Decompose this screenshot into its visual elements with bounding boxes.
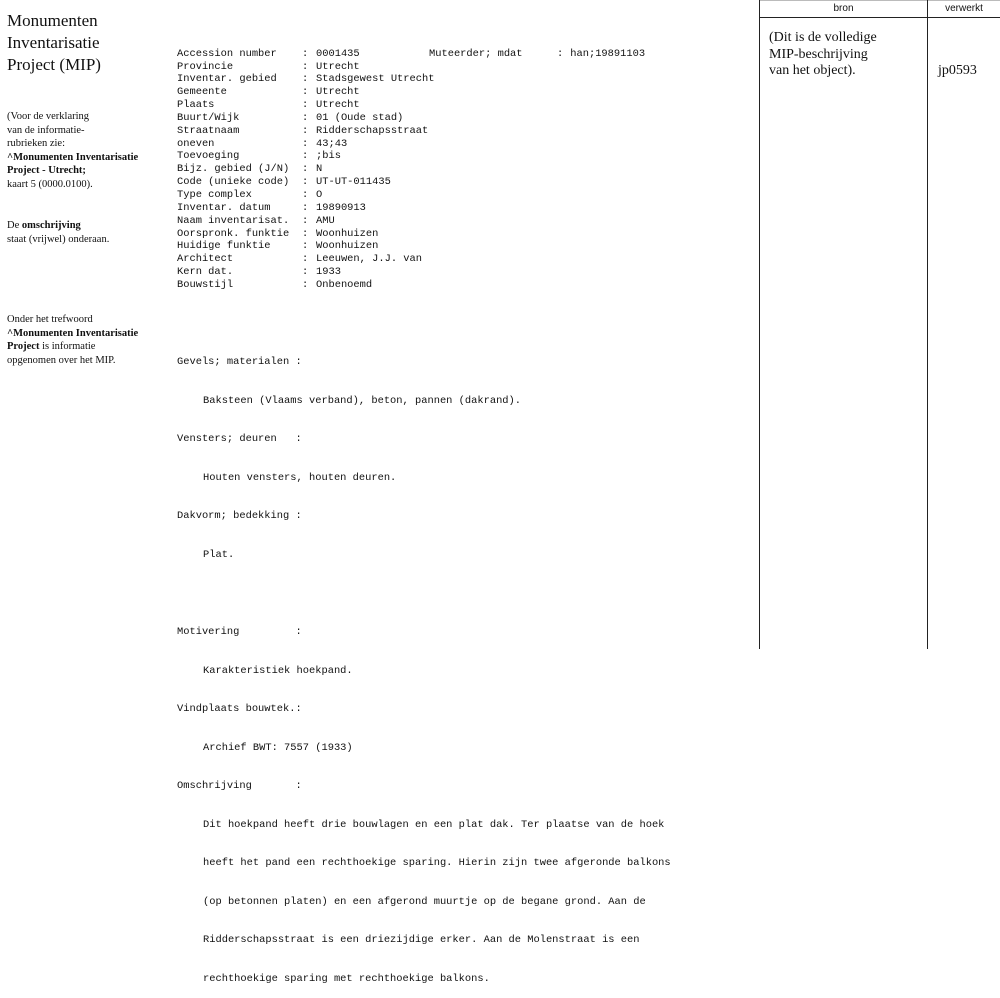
vindplaats-label: Vindplaats bouwtek.: [177,703,302,716]
note-keyword: ^Monumenten Inventarisatie [7,327,139,339]
bron-text [769,30,919,80]
field-row [177,228,742,241]
field-value: Leeuwen, J.J. van [316,253,423,266]
field-row [177,240,742,253]
note-line: van de informatie- [7,124,85,136]
record-body [177,22,742,998]
field-value: UT-UT-011435 [316,176,391,189]
dakvorm-label: Dakvorm; bedekking : [177,510,302,523]
field-value: Onbenoemd [316,278,373,291]
omschrijving-label: Omschrijving : [177,780,302,793]
field-label: Accession number [177,47,277,60]
motivering-label: Motivering : [177,625,302,638]
field-row [177,189,742,202]
field-separator: : [302,124,309,137]
motivering-value: Karakteristiek hoekpand. [203,664,353,677]
field-row [177,266,742,279]
dakvorm-value: Plat. [203,548,235,561]
note-line: opgenomen over het MIP. [7,354,116,366]
field-value: O [316,188,323,201]
field-separator: : [302,188,309,201]
muteerder-value [557,48,645,61]
field-label: Naam inventarisat. [177,214,290,227]
bron-header: bron [833,3,854,14]
field-value: Utrecht [316,60,360,73]
title-line: Project (MIP) [7,55,101,74]
omschrijving-line: (op betonnen platen) en een afgerond muurtje op de begane grond. Aan de [203,895,646,908]
field-label: Bijz. gebied (J/N) [177,163,290,176]
field-value: ;bis [316,150,341,163]
note-line: (Voor de verklaring [7,111,90,122]
title-line: Inventarisatie [7,33,100,52]
field-separator: : [302,111,309,124]
field-separator: : [302,227,309,240]
note-explanation [7,110,167,191]
field-value: Ridderschapsstraat [316,124,429,137]
field-separator: : [557,47,564,60]
omschrijving-line: Dit hoekpand heeft drie bouwlagen en een plat dak. Ter plaatse van de hoek [203,818,665,831]
field-value: 0001435 [316,47,360,60]
field-label: Huidige funktie [177,240,271,253]
field-row [177,202,742,215]
field-separator: : [302,99,309,112]
field-row [177,150,742,163]
field-value: Stadsgewest Utrecht [316,73,435,86]
field-separator: : [302,240,309,253]
field-label: Kern dat. [177,266,234,279]
field-separator: : [302,137,309,150]
gevels-label: Gevels; materialen : [177,356,302,369]
field-label: Straatnaam [177,124,240,137]
field-label: Architect [177,253,234,266]
field-separator: : [302,73,309,86]
note-text: is informatie [39,341,96,352]
field-label: Inventar. datum [177,201,271,214]
note-keyword: Project [7,341,40,352]
gevels-value: Baksteen (Vlaams verband), beton, pannen (dakrand). [203,394,522,407]
bron-line: (Dit is de volledige [769,30,877,45]
vensters-label: Vensters; deuren : [177,433,302,446]
field-value: 19890913 [316,201,366,214]
omschrijving-line: heeft het pand een rechthoekige sparing. Hierin zijn twee afgeronde balkons [203,857,671,870]
field-value: N [316,163,323,176]
note-keyword: Project - Utrecht; [7,165,86,176]
field-separator: : [302,163,309,176]
field-separator: : [302,266,309,279]
field-row [177,125,742,138]
field-separator: : [302,176,309,189]
note-description-location [7,219,167,246]
field-separator: : [302,253,309,266]
title-line: Monumenten [7,11,98,30]
column-divider [927,0,928,649]
document-title [7,10,167,76]
field-value: Woonhuizen [316,227,379,240]
note-line: staat (vrijwel) onderaan. [7,233,110,245]
muteerder-date: han;19891103 [570,47,646,60]
bron-line: MIP-beschrijving [769,46,868,62]
column-top-rule [759,0,1000,1]
field-value: Woonhuizen [316,240,379,253]
field-value: 1933 [316,266,341,279]
field-separator: : [302,201,309,214]
field-separator: : [302,60,309,73]
note-line: Onder het trefwoord [7,314,93,325]
note-keyword: ^Monumenten Inventarisatie [7,151,139,163]
record-fields [177,48,742,292]
column-header-rule [759,17,1000,18]
field-row [177,86,742,99]
field-value: 43;43 [316,137,348,150]
field-label: Provincie [177,60,234,73]
field-label: Gemeente [177,86,227,99]
note-text: De [7,220,22,231]
field-row [177,176,742,189]
vindplaats-value: Archief BWT: 7557 (1933) [203,741,353,754]
field-row [177,163,742,176]
vensters-value: Houten vensters, houten deuren. [203,471,397,484]
field-row [177,138,742,151]
field-row [177,61,742,74]
field-value: 01 (Oude stad) [316,111,404,124]
omschrijving-line: rechthoekige sparing met rechthoekige balkons. [203,972,490,985]
field-label: Oorspronk. funktie [177,227,290,240]
field-row [177,112,742,125]
field-label: Bouwstijl [177,278,234,291]
field-label: Plaats [177,99,215,112]
field-row [177,73,742,86]
field-separator: : [302,47,309,60]
bron-line: van het object). [769,63,856,78]
field-label: oneven [177,137,215,150]
note-keyword: omschrijving [21,220,81,231]
muteerder-label: Muteerder; mdat [429,47,523,60]
field-separator: : [302,150,309,163]
field-row [177,99,742,112]
note-line: kaart 5 (0000.0100). [7,178,93,190]
field-separator: : [302,278,309,291]
field-value: Utrecht [316,99,360,112]
verwerkt-value: jp0593 [938,63,977,78]
omschrijving-line: Ridderschapsstraat is een driezijdige erker. Aan de Molenstraat is een [203,934,640,947]
field-row [177,279,742,292]
field-row [177,215,742,228]
note-line: rubrieken zie: [7,138,66,149]
field-value: AMU [316,214,335,227]
field-row [177,253,742,266]
field-separator: : [302,214,309,227]
field-value: Utrecht [316,86,360,99]
field-label: Buurt/Wijk [177,111,240,124]
column-divider [759,0,760,649]
verwerkt-header: verwerkt [945,3,983,14]
note-keyword-info [7,313,167,367]
field-label: Toevoeging [177,150,240,163]
field-label: Code (unieke code) [177,176,290,189]
field-separator: : [302,86,309,99]
field-label: Inventar. gebied [177,73,277,86]
field-label: Type complex [177,188,252,201]
